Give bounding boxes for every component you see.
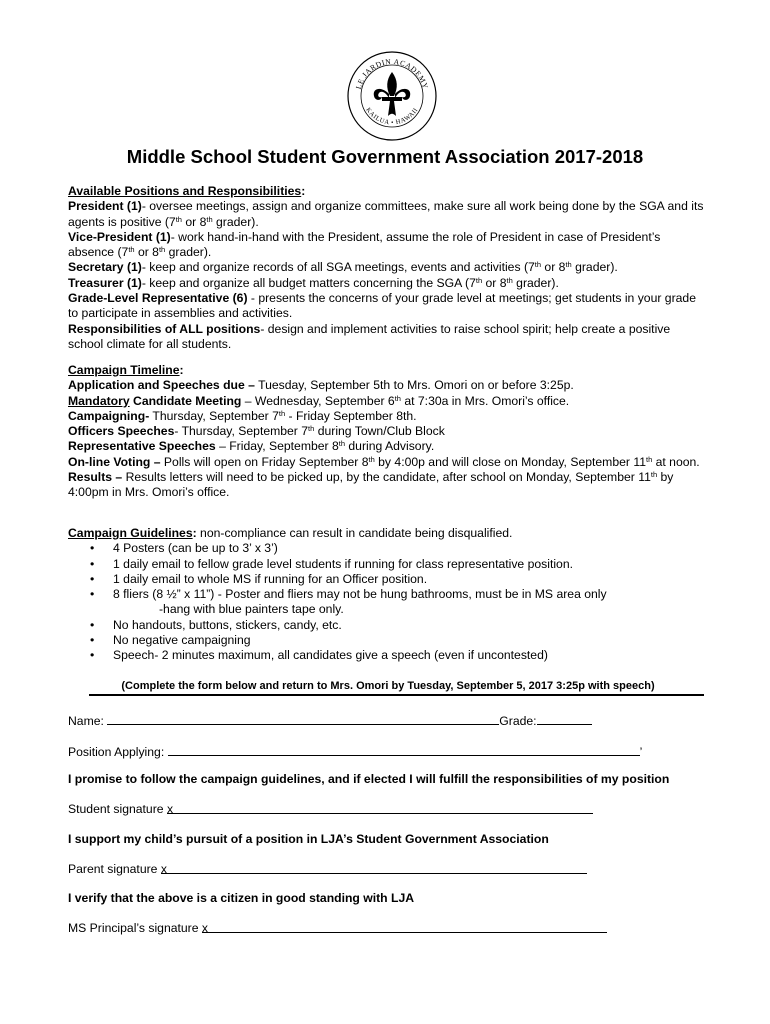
list-item: • 8 fliers (8 ½” x 11”) - Poster and fliers may not be hung bathrooms, must be in MS area only	[68, 587, 708, 602]
principal-signature-line[interactable]: x	[202, 921, 607, 933]
positions-section: Available Positions and Responsibilities: President (1)- oversee meetings, assign and organize committees, make sure all work being done by the SGA and its agents is positive (7th or 8th grader). Vice-President (1)- work hand-in-hand with the President, assume the role of President in case of President’s absence (7th or 8th grader). Secretary (1)- keep and organize records of all SGA meetings, events and activities (7th or 8th grader). Treasurer (1)- keep and organize all budget matters concerning the SGA (7th or 8th grader). Grade-Level Representative (6) - presents the concerns of your grade level at meetings; get students in your grade to participate in assemblies and activities. Responsibilities of ALL positions- design and implement activities to raise school spirit; help create a positive school climate for all students.	[68, 184, 708, 352]
parent-signature-line[interactable]: x	[161, 862, 587, 874]
candidate-meeting-item: Mandatory Candidate Meeting – Wednesday, September 6th at 7:30a in Mrs. Omori’s office.	[68, 393, 570, 408]
grade-rep-item: Grade-Level Representative (6) - presents the concerns of your grade level at meetings; get students in your grade to participate in assemblies and activities.	[68, 291, 696, 321]
tape-note: -hang with blue painters tape only.	[159, 602, 344, 617]
principal-signature-row	[68, 921, 607, 935]
list-item: • 4 Posters (can be up to 3’ x 3’)	[68, 541, 708, 556]
list-item: • No negative campaigning	[68, 633, 708, 648]
list-item: • 1 daily email to whole MS if running for an Officer position.	[68, 572, 708, 587]
promise-statement: I promise to follow the campaign guidelines, and if elected I will fulfill the responsibilities of my position	[68, 772, 670, 786]
verify-statement: I verify that the above is a citizen in good standing with LJA	[68, 891, 415, 905]
guidelines-section: Campaign Guidelines: non-compliance can result in candidate being disqualified. • 4 Posters (can be up to 3’ x 3’) • 1 daily email to fellow grade level students if running for class representative position. • 1 daily email to whole MS if running for an Officer position. • 8 fliers (8 ½” x 11”) - Poster and fliers may not be hung bathrooms, must be in MS area only -hang with blue painters tape only. • No handouts, buttons, stickers, candy, etc. • No negative campaigning • Speech- 2 minutes maximum, all candidates give a speech (even if uncontested)	[68, 526, 708, 664]
seal-top-text: LE JARDIN ACADEMY	[353, 56, 431, 91]
all-positions-item: Responsibilities of ALL positions- design and implement activities to raise school spirit; help create a positive school climate for all students.	[68, 321, 671, 351]
vice-president-item: Vice-President (1)- work hand-in-hand with the President, assume the role of President in case of President’s absence (7th or 8th grader).	[68, 229, 661, 260]
name-field-row	[68, 713, 592, 728]
list-item: • 1 daily email to fellow grade level students if running for class representative position.	[68, 557, 708, 572]
president-item: President (1)- oversee meetings, assign and organize committees, make sure all work being done by the SGA and its agents is positive (7th or 8th grader).	[68, 199, 704, 229]
parent-signature-row	[68, 862, 587, 876]
principal-signature-label: MS Principal’s signature	[68, 921, 202, 935]
school-seal-logo	[346, 50, 438, 142]
seal-bottom-text: KAILUA • HAWAII	[364, 106, 420, 127]
guidelines-list-cont	[68, 618, 708, 664]
grade-input-line[interactable]	[537, 713, 592, 725]
application-item: Application and Speeches due – Tuesday, September 5th to Mrs. Omori on or before 3:25p.	[68, 378, 574, 393]
online-voting-item: On-line Voting – Polls will open on Friday September 8th by 4:00p and will close on Monday, September 11th at noon.	[68, 454, 700, 469]
student-signature-label: Student signature	[68, 802, 167, 816]
student-signature-row	[68, 802, 593, 816]
parent-support-statement: I support my child’s pursuit of a position in LJA’s Student Government Association	[68, 832, 549, 846]
name-label: Name:	[68, 714, 104, 728]
results-item: Results – Results letters will need to be picked up, by the candidate, after school on Monday, September 11th by 4:00pm in Mrs. Omori’s office.	[68, 470, 674, 500]
position-label: Position Applying:	[68, 745, 165, 759]
list-item: • Speech- 2 minutes maximum, all candidates give a speech (even if uncontested)	[68, 648, 708, 663]
guidelines-list	[68, 541, 708, 602]
position-input-line[interactable]	[168, 744, 640, 756]
divider	[89, 694, 704, 696]
guidelines-heading: Campaign Guidelines	[68, 526, 193, 540]
secretary-item: Secretary (1)- keep and organize records of all SGA meetings, events and activities (7th or 8th grader).	[68, 260, 618, 275]
treasurer-item: Treasurer (1)- keep and organize all budget matters concerning the SGA (7th or 8th grader).	[68, 275, 559, 290]
campaigning-item: Campaigning- Thursday, September 7th - Friday September 8th.	[68, 408, 417, 423]
grade-label: Grade:	[499, 714, 537, 728]
list-item: • No handouts, buttons, stickers, candy, etc.	[68, 618, 708, 633]
student-signature-line[interactable]: x	[167, 802, 593, 814]
fleur-de-lis-icon	[374, 72, 411, 116]
positions-heading: Available Positions and Responsibilities	[68, 184, 302, 198]
timeline-section: Campaign Timeline: Application and Speeches due – Tuesday, September 5th to Mrs. Omori on or before 3:25p. Mandatory Candidate Meeting – Wednesday, September 6th at 7:30a in Mrs. Omori’s office. Campaigning- Thursday, September 7th - Friday September 8th. Officers Speeches- Thursday, September 7th during Town/Club Block Representative Speeches – Friday, September 8th during Advisory. On-line Voting – Polls will open on Friday September 8th by 4:00p and will close on Monday, September 11th at noon. Results – Results letters will need to be picked up, by the candidate, after school on Monday, September 11th by 4:00pm in Mrs. Omori’s office.	[68, 363, 708, 501]
name-input-line[interactable]	[107, 713, 499, 725]
parent-signature-label: Parent signature	[68, 862, 161, 876]
page-title: Middle School Student Government Association 2017-2018	[126, 146, 644, 167]
officer-speeches-item: Officers Speeches- Thursday, September 7th during Town/Club Block	[68, 424, 445, 439]
form-instruction: (Complete the form below and return to Mrs. Omori by Tuesday, September 5, 2017 3:25p with speech)	[121, 680, 655, 692]
position-field-row: Position Applying: ’	[68, 745, 643, 759]
timeline-heading: Campaign Timeline	[68, 363, 180, 377]
rep-speeches-item: Representative Speeches – Friday, September 8th during Advisory.	[68, 439, 435, 454]
